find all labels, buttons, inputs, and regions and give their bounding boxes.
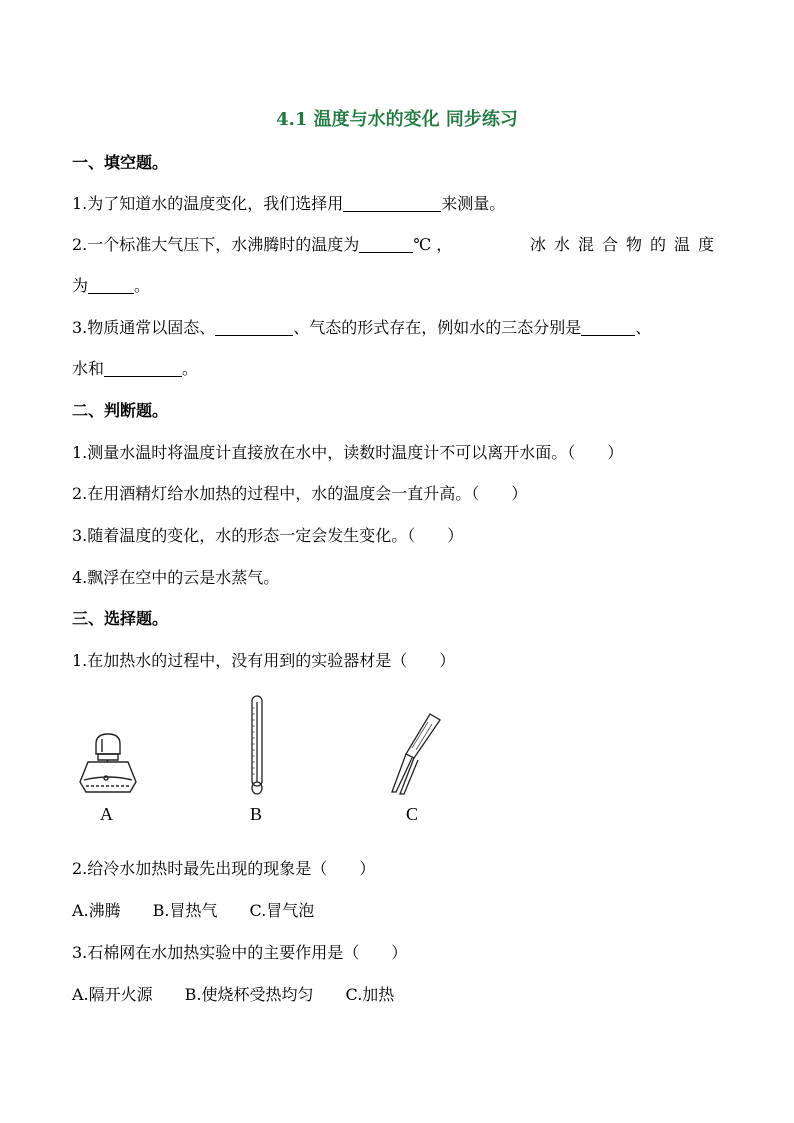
section-fill-blank: 一、填空题。: [72, 153, 169, 172]
judge-question-2: 2.在用酒精灯给水加热的过程中，水的温度会一直升高。（ ）: [72, 484, 528, 503]
page-title: 4.1 温度与水的变化 同步练习: [276, 109, 518, 130]
judge-question-4: 4.飘浮在空中的云是水蒸气。: [72, 568, 280, 587]
option-label-c: C: [406, 804, 419, 824]
tweezers-icon: [388, 712, 444, 796]
option-label-b: B: [250, 804, 263, 824]
section-multiple-choice: 三、选择题。: [72, 609, 169, 628]
fill-question-3: 3.物质通常以固态、 、气态的形式存在，例如水的三态分别是 、: [72, 318, 652, 337]
choice-question-2-options: [72, 898, 722, 921]
option-a: A.隔开火源: [72, 985, 153, 1004]
option-c: C.加热: [345, 985, 395, 1004]
thermometer-icon: [248, 694, 266, 796]
answer-blank: [215, 317, 293, 336]
option-c: C.冒气泡: [249, 901, 315, 920]
fill-question-2-cont: 为 。: [72, 276, 151, 295]
fill-question-2: 2.一个标准大气压下，水沸腾时的温度为 ℃ ， 冰水混合物的温度: [72, 235, 722, 254]
choice-question-2: 2.给冷水加热时最先出现的现象是（ ）: [72, 859, 376, 878]
choice-question-3: 3.石棉网在水加热实验中的主要作用是（ ）: [72, 943, 408, 962]
answer-blank: [343, 193, 441, 212]
answer-blank: [88, 275, 134, 294]
judge-question-3: 3.随着温度的变化，水的形态一定会发生变化。（ ）: [72, 526, 464, 545]
option-b: B.使烧杯受热均匀: [184, 985, 314, 1004]
answer-blank: [359, 234, 413, 253]
choice-question-3-options: [72, 982, 722, 1005]
fill-question-1: 1.为了知道水的温度变化，我们选择用 来测量。: [72, 194, 506, 213]
answer-blank: [104, 358, 182, 377]
fill-question-3-cont: 水和 。: [72, 359, 199, 378]
section-true-false: 二、判断题。: [72, 401, 169, 420]
option-a: A.沸腾: [72, 901, 121, 920]
answer-blank: [581, 317, 635, 336]
option-b: B.冒热气: [152, 901, 218, 920]
alcohol-lamp-icon: [78, 730, 138, 796]
choice-question-1: 1.在加热水的过程中，没有用到的实验器材是（ ）: [72, 651, 456, 670]
option-label-a: A: [100, 804, 113, 824]
judge-question-1: 1.测量水温时将温度计直接放在水中，读数时温度计不可以离开水面。（ ）: [72, 443, 624, 462]
